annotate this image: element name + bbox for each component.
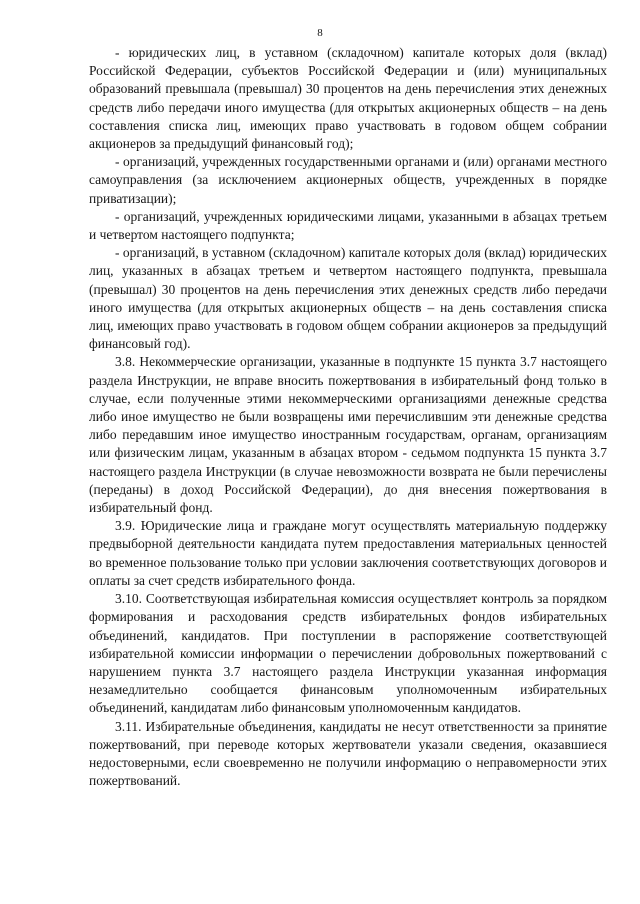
page-number: 8 [317,27,323,39]
list-item-organizations-legal-entity-share: - организаций, в уставном (складочном) капитале которых доля (вклад) юридических лиц, указанных в абзацах третьем и четвертом настоящего подпункта, превышала (превышал) 30 процентов на день перечисления этих денежных средств либо передачи иного имущества (для открытых акционерных обществ – на день составления списка лиц, имеющих право участвовать в годовом общем собрании акционеров за предыдущий финансовый год). [89,245,607,352]
clause-3-10: 3.10. Соответствующая избирательная комиссия осуществляет контроль за порядком формирования и расходования средств избирательных фондов избирательных объединений, кандидатов. При поступлении в распоряжение соответствующей избирательной комиссии информации о перечислении добровольных пожертвований с нарушением пункта 3.7 настоящего раздела Инструкции указанная информация незамедлительно сообщается финансовым уполномоченным избирательных объединений, кандидатам либо финансовым уполномоченным кандидатов. [89,591,607,716]
list-item-legal-entities-state-share: - юридических лиц, в уставном (складочном) капитале которых доля (вклад) Российской Федерации, субъектов Российской Федерации и (или) муниципальных образований превышала (превышал) 30 процентов на день перечисления этих денежных средств либо передачи иного имущества (для открытых акционерных обществ – на день составления списка лиц, имеющих право участвовать в годовом общем собрании акционеров за предыдущий финансовый год); [89,45,607,152]
list-item-organizations-founded-by-legal-entities: - организаций, учрежденных юридическими лицами, указанными в абзацах третьем и четвертом настоящего подпункта; [89,208,607,243]
clause-3-9: 3.9. Юридические лица и граждане могут осуществлять материальную поддержку предвыборной деятельности кандидата путем предоставления материальных ценностей во временное пользование только при условии заключения соответствующих договоров и оплаты за счет средств избирательного фонда. [89,518,607,588]
list-item-state-founded-organizations: - организаций, учрежденных государственными органами и (или) органами местного самоуправления (за исключением акционерных обществ, учрежденных в порядке приватизации); [89,154,607,206]
clause-3-11: 3.11. Избирательные объединения, кандидаты не несут ответственности за принятие пожертвований, при переводе которых жертвователи указали сведения, оказавшиеся недостоверными, если своевременно не получили информацию о неправомерности этих пожертвований. [89,718,607,789]
document-body [89,44,607,790]
clause-3-8: 3.8. Некоммерческие организации, указанные в подпункте 15 пункта 3.7 настоящего раздела Инструкции, не вправе вносить пожертвования в избирательный фонд только в случае, если полученные этими некоммерческими организациями денежные средства либо иное имущество не были возвращены ими перечислившим эти денежные средства либо передавшим иное имущество иностранным государствам, органам, организациям или физическим лицам, указанным в абзацах втором - седьмом подпункта 15 пункта 3.7 настоящего раздела Инструкции (в случае невозможности возврата не были перечислены (переданы) в доход Российской Федерации), до дня внесения пожертвования в избирательный фонд. [89,354,607,516]
